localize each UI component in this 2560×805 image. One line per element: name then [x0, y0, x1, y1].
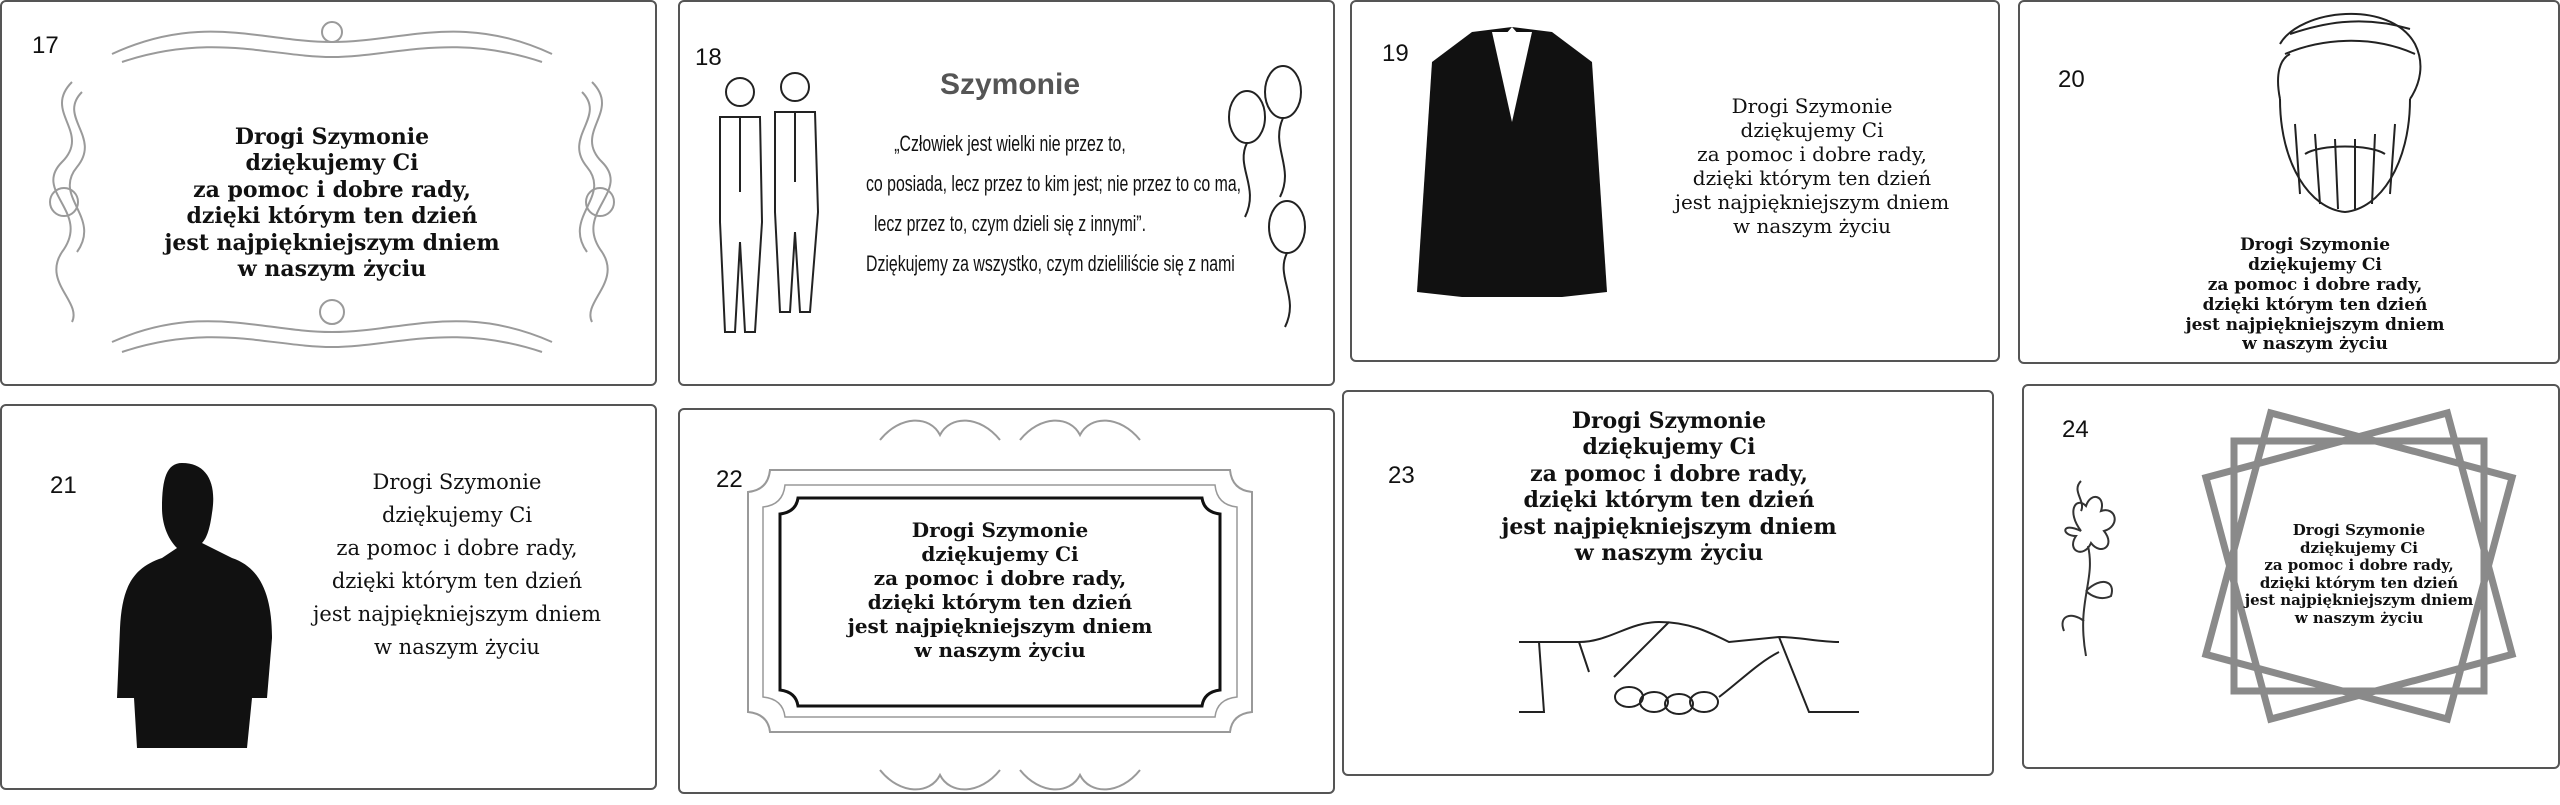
text-line: w naszym życiu	[374, 634, 540, 659]
text-line: dziękujemy Ci	[381, 502, 533, 527]
text-line: za pomoc i dobre rady,	[1530, 460, 1808, 487]
text-line: Drogi Szymonie	[911, 518, 1089, 542]
card-text	[810, 124, 1242, 284]
card-20	[2018, 0, 2560, 364]
card-number: 18	[695, 44, 722, 71]
text-line: dzięki którym ten dzień	[2259, 573, 2459, 592]
card-number: 24	[2062, 416, 2089, 443]
card-text	[2229, 522, 2489, 627]
card-number: 22	[716, 466, 743, 493]
card-title: Szymonie	[939, 68, 1081, 101]
text-line: jest najpiękniejszym dniem	[847, 614, 1153, 638]
text-line: za pomoc i dobre rady,	[873, 566, 1127, 590]
card-22	[678, 408, 1335, 794]
card-number: 20	[2058, 66, 2085, 93]
text-line: jest najpiękniejszym dniem	[164, 229, 500, 256]
text-line: w naszym życiu	[2242, 334, 2388, 355]
card-text	[2120, 236, 2510, 355]
card-17	[0, 0, 657, 386]
card-19	[1350, 0, 2000, 362]
text-line: w naszym życiu	[914, 638, 1086, 662]
text-line: w naszym życiu	[2294, 608, 2424, 627]
text-line: dziękujemy Ci	[245, 150, 419, 177]
text-line: dzięki którym ten dzień	[186, 203, 478, 230]
text-line: dzięki którym ten dzień	[867, 590, 1133, 614]
text-line: lecz przez to, czym dzieli się z innymi”.	[873, 211, 1146, 236]
card-text	[1652, 94, 1972, 238]
text-line: w naszym życiu	[1732, 214, 1892, 238]
text-line: za pomoc i dobre rady,	[1697, 142, 1927, 166]
text-line: dzięki którym ten dzień	[1523, 487, 1815, 514]
text-line: Drogi Szymonie	[2292, 521, 2426, 539]
handshake-icon	[1519, 602, 1859, 742]
text-line: dziękujemy Ci	[1582, 434, 1756, 461]
card-number: 21	[50, 472, 77, 499]
text-line: co posiada, lecz przez to kim jest; nie przez to co ma,	[866, 171, 1242, 196]
text-line: za pomoc i dobre rady,	[2264, 556, 2454, 575]
text-line: Drogi Szymonie	[372, 470, 542, 494]
card-text	[292, 466, 622, 664]
text-line: w naszym życiu	[237, 255, 427, 282]
balloons-icon	[1225, 57, 1315, 337]
card-21	[0, 404, 657, 790]
text-line: za pomoc i dobre rady,	[2207, 274, 2423, 295]
text-line: dziękujemy Ci	[2248, 254, 2382, 275]
text-line: dziękujemy Ci	[1740, 118, 1884, 142]
text-line: Drogi Szymonie	[2239, 235, 2391, 255]
card-text	[810, 518, 1190, 662]
card-text	[1454, 408, 1884, 566]
card-24	[2022, 384, 2560, 769]
text-line: Dziękujemy za wszystko, czym dzieliliście się z nami	[866, 251, 1235, 276]
text-line: jest najpiękniejszym dniem	[2185, 314, 2445, 335]
text-line: w naszym życiu	[1574, 539, 1764, 566]
text-line: jest najpiękniejszym dniem	[1674, 190, 1950, 214]
text-line: dzięki którym ten dzień	[2202, 294, 2428, 315]
card-text	[142, 124, 522, 282]
text-line: Drogi Szymonie	[234, 124, 430, 150]
text-line: dzięki którym ten dzień	[1692, 166, 1932, 190]
text-line: Drogi Szymonie	[1731, 94, 1893, 118]
man-silhouette-icon	[112, 458, 282, 748]
text-line: „Człowiek jest wielki nie przez to,	[894, 131, 1126, 156]
flower-icon	[2046, 471, 2136, 661]
text-line: jest najpiękniejszym dniem	[2244, 591, 2474, 610]
text-line: dzięki którym ten dzień	[331, 568, 583, 593]
card-18	[678, 0, 1335, 386]
text-line: dziękujemy Ci	[2300, 538, 2418, 557]
text-line: dziękujemy Ci	[921, 542, 1079, 566]
card-number: 23	[1388, 462, 1415, 489]
card-23	[1342, 390, 1994, 776]
text-line: za pomoc i dobre rady,	[336, 535, 578, 560]
card-number: 17	[32, 32, 59, 59]
bearded-face-icon	[2260, 4, 2430, 214]
text-line: za pomoc i dobre rady,	[193, 176, 471, 203]
text-line: Drogi Szymonie	[1571, 408, 1767, 434]
card-number: 19	[1382, 40, 1409, 67]
suit-jacket-icon	[1412, 22, 1612, 302]
text-line: jest najpiękniejszym dniem	[312, 601, 602, 626]
text-line: jest najpiękniejszym dniem	[1501, 513, 1837, 540]
